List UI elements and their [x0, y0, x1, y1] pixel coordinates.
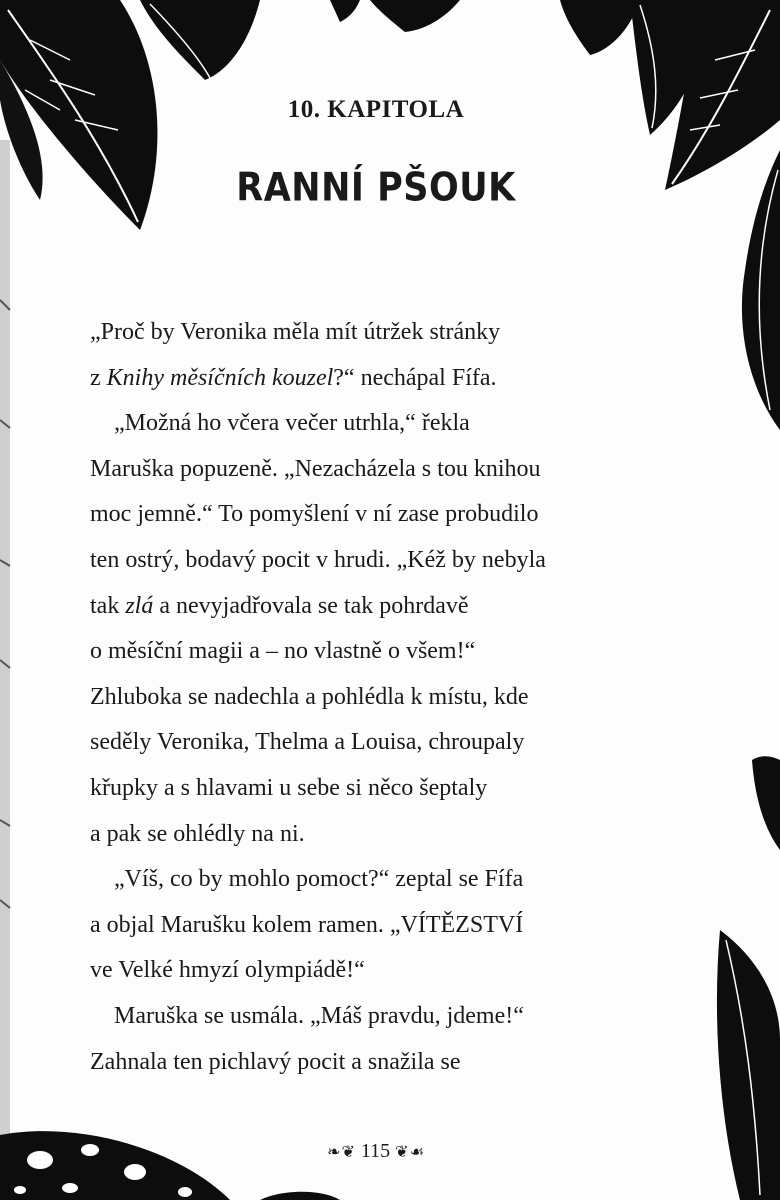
text-run: „Proč by Veronika měla mít útržek stránky [90, 319, 501, 345]
text-run: tak [90, 592, 126, 619]
text-line [90, 675, 690, 721]
text-run: Zhluboka se nadechla a pohlédla k místu, kde [90, 683, 529, 710]
text-line [90, 629, 690, 675]
chapter-title: RANNÍ PŠOUK [236, 165, 516, 211]
text-run: a pak se ohlédly na ni. [90, 820, 305, 847]
text-run: moc jemně.“ To pomyšlení v ní zase probudilo [90, 501, 539, 528]
text-run: křupky a s hlavami u sebe si něco šeptaly [90, 774, 488, 801]
text-line [90, 447, 690, 493]
ornament-right-icon: ❦☙ [395, 1142, 425, 1161]
text-line [90, 356, 690, 402]
body-text [90, 310, 690, 1085]
text-line [90, 1040, 690, 1086]
text-line [90, 401, 690, 447]
text-line [90, 310, 690, 356]
text-line [90, 857, 690, 903]
text-line [90, 766, 690, 812]
text-line [90, 492, 690, 538]
text-line [90, 720, 690, 766]
page-footer [0, 1140, 752, 1163]
text-run: seděly Veronika, Thelma a Louisa, chroupaly [90, 729, 525, 756]
italic-text: Knihy měsíčních kouzel [106, 364, 334, 391]
text-run: Maruška se usmála. „Máš pravdu, jdeme!“ [114, 1002, 524, 1029]
text-run: ?“ nechápal Fífa. [333, 364, 497, 391]
text-line [90, 584, 690, 630]
text-line [90, 812, 690, 858]
chapter-number: 10. KAPITOLA [287, 96, 465, 123]
text-run: a nevyjadřovala se tak pohrdavě [153, 592, 469, 619]
text-line [90, 948, 690, 994]
text-line [90, 994, 690, 1040]
text-run: z [90, 364, 107, 391]
text-run: o měsíční magii a – no vlastně o všem!“ [90, 638, 476, 665]
text-run: Zahnala ten pichlavý pocit a snažila se [90, 1048, 461, 1075]
page-number: 115 [360, 1140, 391, 1162]
text-run: a objal Marušku kolem ramen. „VÍTĚZSTVÍ [90, 911, 524, 938]
ornament-left-icon: ❧❦ [327, 1142, 356, 1161]
text-line [90, 538, 690, 584]
italic-text: zlá [125, 592, 154, 619]
text-run: „Možná ho včera večer utrhla,“ řekla [114, 410, 470, 437]
text-run: ten ostrý, bodavý pocit v hrudi. „Kéž by nebyla [90, 546, 546, 573]
text-run: Maruška popuzeně. „Nezacházela s tou knihou [90, 455, 541, 482]
text-line [90, 903, 690, 949]
text-run: „Víš, co by mohlo pomoct?“ zeptal se Fífa [114, 866, 524, 893]
text-run: ve Velké hmyzí olympiádě!“ [90, 957, 365, 984]
